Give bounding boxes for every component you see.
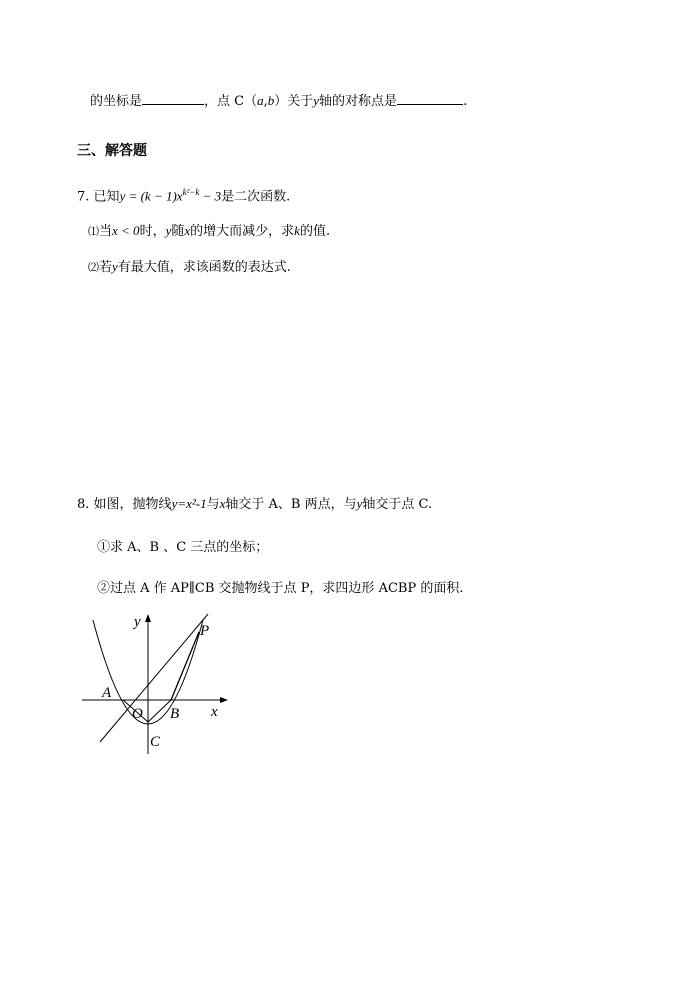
q7-formula-lhs: y = (k − 1)x [119, 188, 183, 204]
label-y: y [134, 614, 141, 630]
q7-p1-e: 的值. [299, 224, 331, 239]
label-B: B [170, 706, 180, 722]
line1-prefix: 的坐标是 [90, 94, 143, 109]
q8-equation: y=x²-1 [171, 496, 207, 511]
q7-p1-k: k [294, 223, 300, 238]
x-axis-arrow [220, 697, 228, 703]
q7-p1-a: 当 [99, 224, 113, 239]
section-title: 三、解答题 [77, 143, 147, 159]
q8-c: 轴交于 A、B 两点，与 [225, 497, 357, 512]
q7-p1-number: ⑴ [88, 225, 99, 238]
var-b: b [267, 93, 275, 108]
question-7 [77, 183, 290, 206]
q8-x: x [219, 496, 226, 511]
answer-blank-2[interactable] [397, 92, 463, 105]
question-8 [77, 495, 432, 514]
q7-formula-rhs: − 3 [199, 188, 222, 204]
answer-blank-1[interactable] [142, 92, 204, 105]
line1-period: . [463, 94, 468, 109]
q7-p2-a: 若 [99, 260, 113, 275]
q7-p1-y: y [165, 223, 172, 238]
parabola-figure [78, 606, 238, 758]
q7-p2-y: y [112, 259, 118, 274]
q7-part-1 [88, 222, 330, 241]
q8-b: 与 [206, 497, 220, 512]
q8-sub-2: ②过点 A 作 AP∥CB 交抛物线于点 P，求四边形 ACBP 的面积. [97, 581, 464, 596]
label-O: O [132, 706, 143, 722]
q7-rest: 是二次函数. [221, 189, 291, 205]
var-a: a [257, 93, 264, 108]
label-x: x [211, 704, 218, 720]
q8-sub-1: ①求 A、B 、C 三点的坐标； [97, 540, 269, 555]
comma: , [263, 94, 268, 109]
line1-tail: 轴的对称点是 [319, 94, 398, 109]
q7-p1-condition: x < 0 [112, 223, 140, 238]
q8-number: 8. [77, 497, 90, 512]
q7-p1-c: 随 [171, 224, 185, 239]
q7-formula-exponent: k²−k [182, 187, 200, 197]
var-y: y [313, 93, 320, 108]
q8-d: 轴交于点 C. [362, 497, 433, 512]
q8-a: 如图，抛物线 [93, 497, 172, 512]
label-A: A [102, 685, 112, 701]
q7-p2-b: 有最大值，求该函数的表达式. [117, 260, 291, 275]
label-P: P [200, 623, 210, 639]
q7-number: 7. [77, 189, 90, 205]
segment-BP [171, 632, 199, 700]
q7-p1-d: 的增大而减少，求 [190, 224, 295, 239]
q7-p2-number: ⑵ [88, 261, 99, 274]
y-axis-arrow [145, 614, 151, 622]
q7-part-2 [88, 258, 291, 277]
q7-p1-b: 时， [139, 224, 166, 239]
q7-p1-x: x [184, 223, 191, 238]
line1-mid: ，点 C（ [204, 94, 258, 109]
label-C: C [150, 734, 161, 750]
line1-suffix: ）关于 [274, 94, 314, 109]
fill-in-line [90, 92, 467, 111]
q7-intro: 已知 [93, 189, 120, 205]
q8-y: y [356, 496, 363, 511]
